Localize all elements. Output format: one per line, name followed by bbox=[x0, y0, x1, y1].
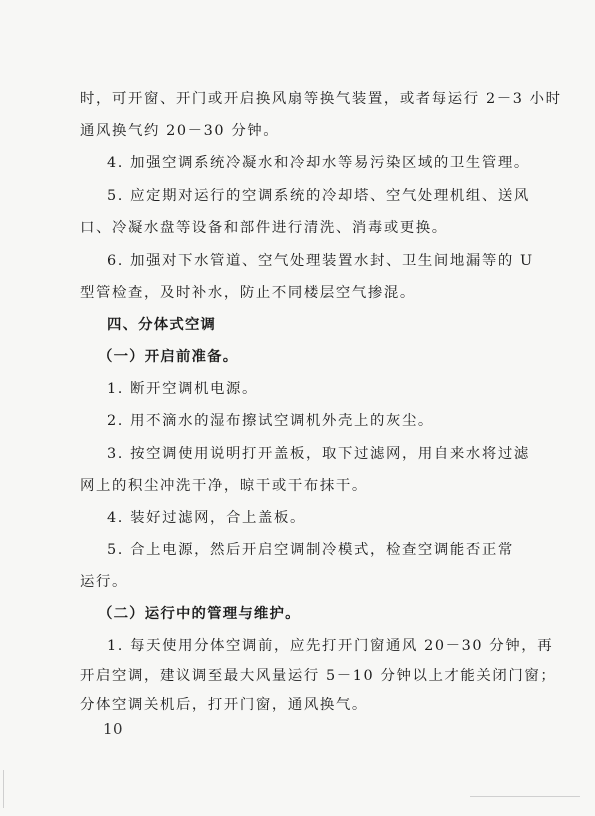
text-line: 1. 断开空调机电源。 bbox=[107, 381, 259, 397]
text-line: 3. 按空调使用说明打开盖板，取下过滤网，用自来水将过滤 bbox=[107, 446, 530, 462]
text-line: 网上的积尘冲洗干净，晾干或干布抹干。 bbox=[80, 478, 368, 494]
text-line: 口、冷凝水盘等设备和部件进行清洗、消毒或更换。 bbox=[80, 220, 448, 236]
text-line: 4. 装好过滤网，合上盖板。 bbox=[107, 510, 307, 526]
scan-edge-mark bbox=[3, 770, 4, 808]
text-line: 运行。 bbox=[80, 574, 128, 590]
text-line: 4. 加强空调系统冷凝水和冷却水等易污染区域的卫生管理。 bbox=[107, 155, 530, 171]
text-line: 分体空调关机后，打开门窗，通风换气。 bbox=[80, 697, 368, 713]
section-heading: 四、分体式空调 bbox=[107, 317, 217, 333]
text-line: 1. 每天使用分体空调前，应先打开门窗通风 20－30 分钟，再 bbox=[107, 638, 554, 654]
scan-bottom-rule bbox=[470, 796, 580, 797]
text-line: 2. 用不滴水的湿布擦试空调机外壳上的灰尘。 bbox=[107, 413, 434, 429]
text-line: 5. 合上电源，然后开启空调制冷模式，检查空调能否正常 bbox=[107, 542, 514, 558]
subsection-heading: （二）运行中的管理与维护。 bbox=[98, 606, 301, 622]
text-line: 5. 应定期对运行的空调系统的冷却塔、空气处理机组、送风 bbox=[107, 188, 530, 204]
text-line: 6. 加强对下水管道、空气处理装置水封、卫生间地漏等的 U bbox=[107, 253, 534, 269]
text-line: 时，可开窗、开门或开启换风扇等换气装置，或者每运行 2－3 小时 bbox=[80, 91, 562, 107]
text-line: 通风换气约 20－30 分钟。 bbox=[80, 123, 280, 139]
text-line: 开启空调，建议调至最大风量运行 5－10 分钟以上才能关闭门窗； bbox=[80, 668, 557, 684]
text-line: 型管检查，及时补水，防止不同楼层空气掺混。 bbox=[80, 285, 416, 301]
subsection-heading: （一）开启前准备。 bbox=[98, 349, 239, 365]
page-number: 10 bbox=[103, 720, 124, 738]
